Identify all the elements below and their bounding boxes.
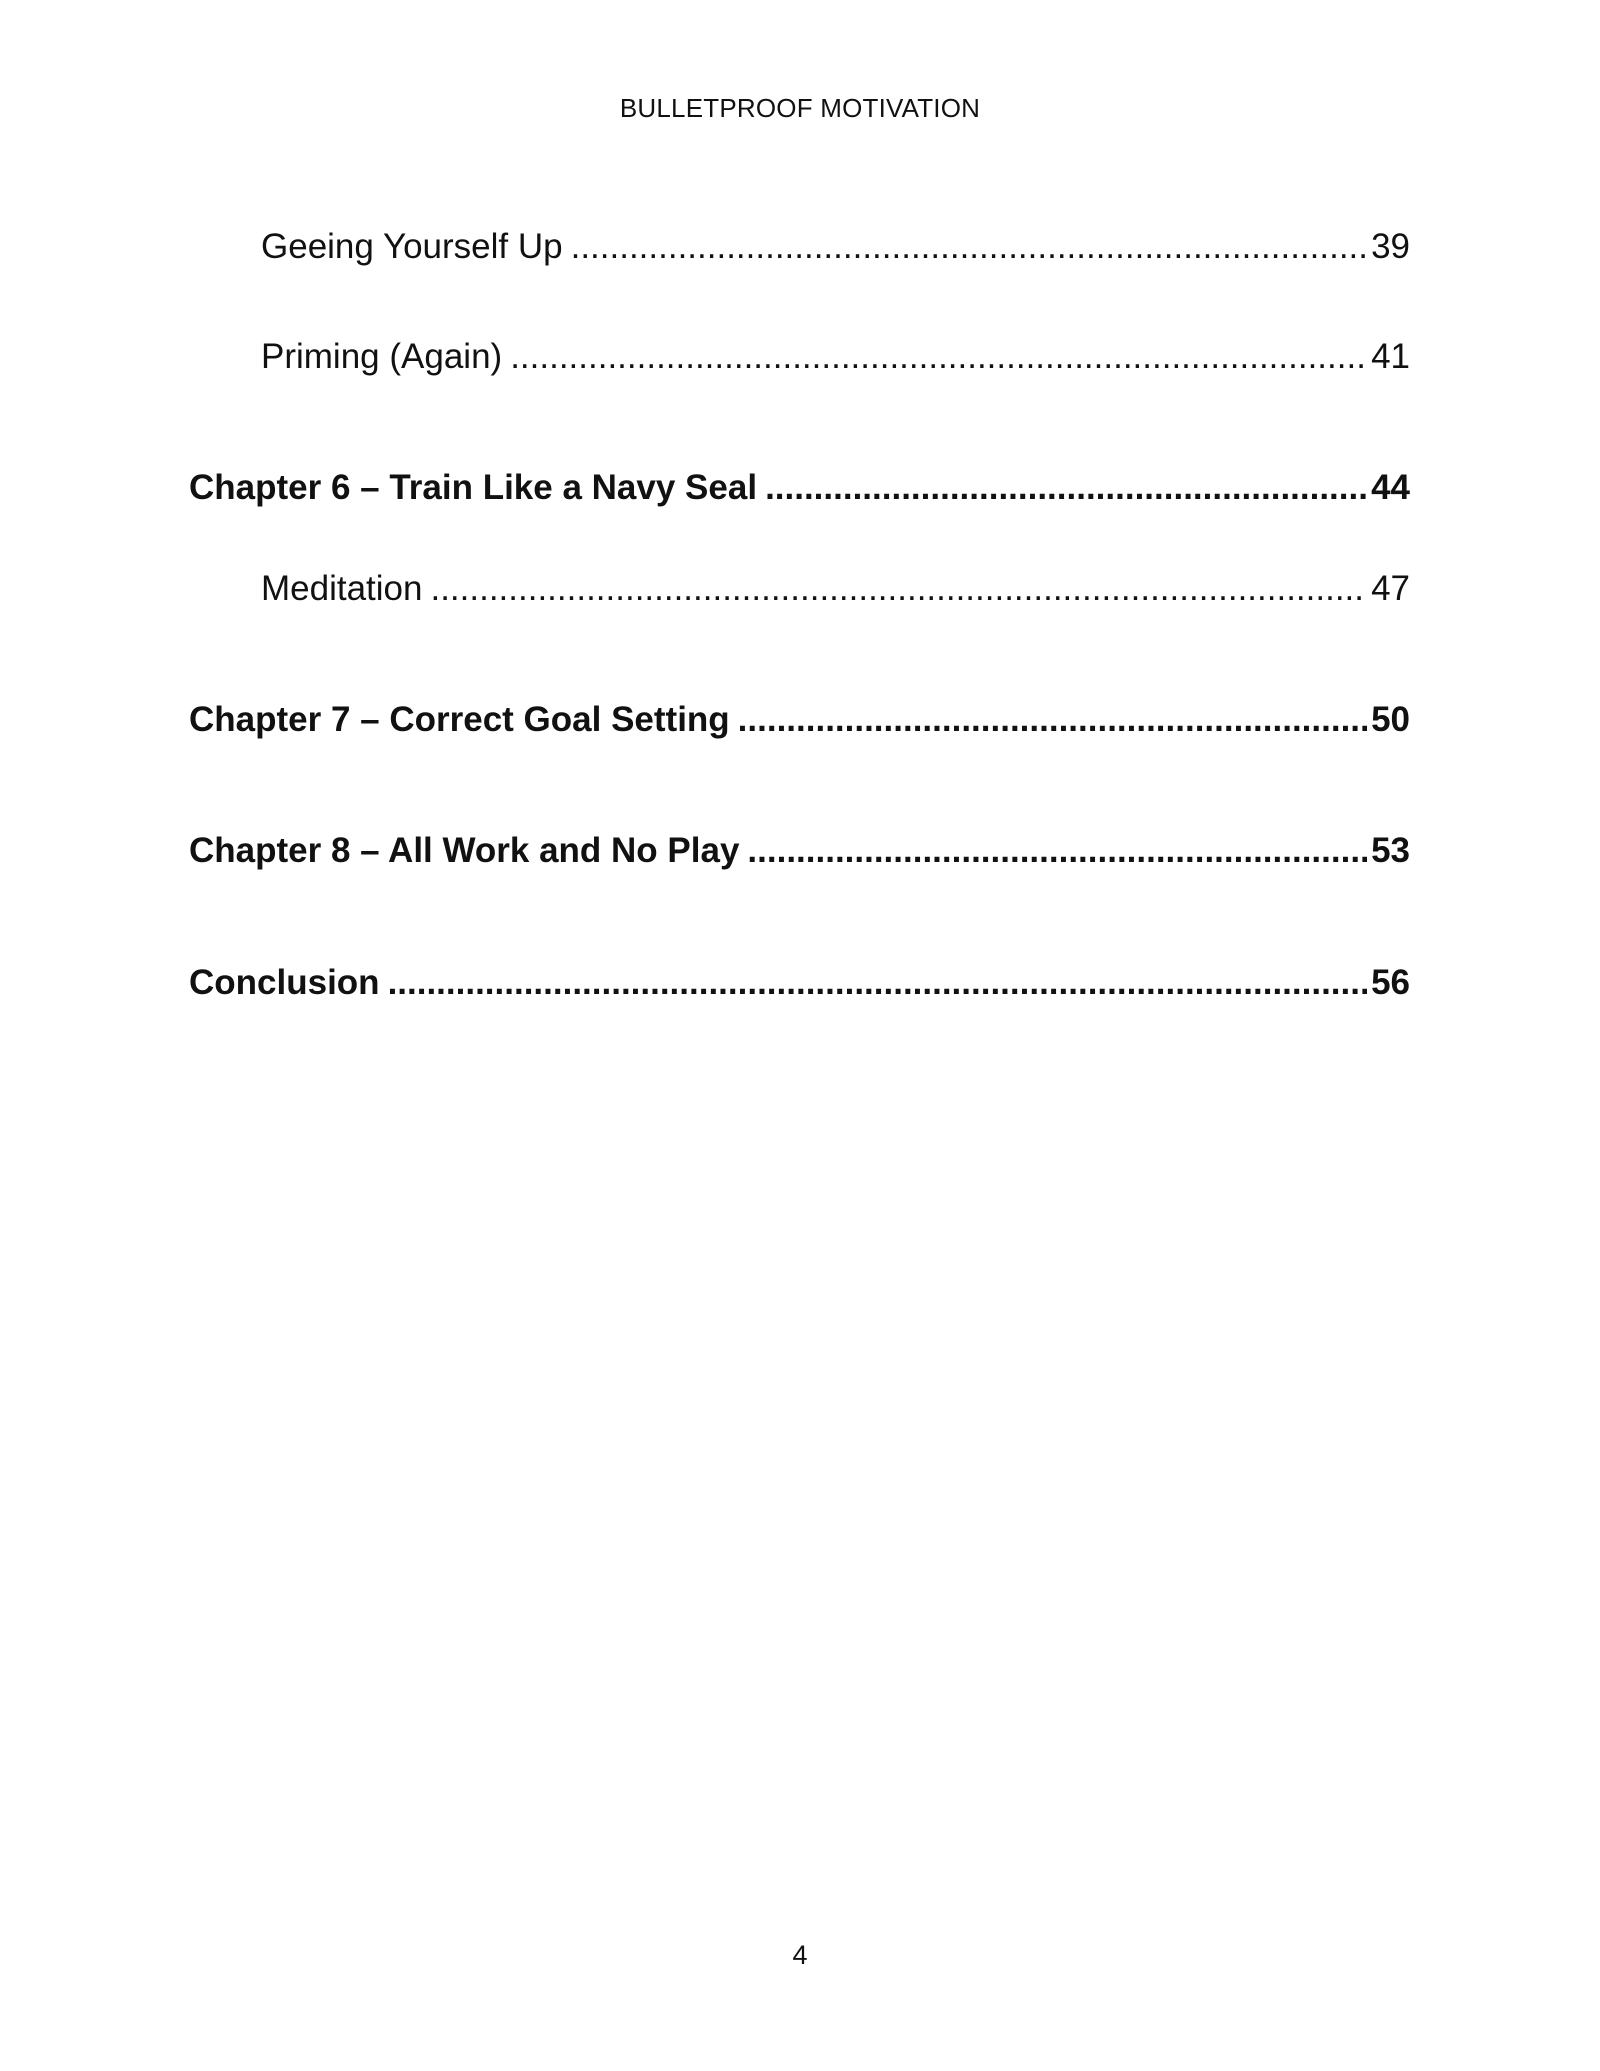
toc-entry-geeing-yourself-up[interactable] [261, 226, 1410, 270]
toc-entry-title: Chapter 7 – Correct Goal Setting [189, 700, 730, 739]
toc-dot-leader [430, 568, 1367, 610]
toc-entry-priming-again[interactable] [261, 336, 1410, 380]
toc-dot-leader [388, 962, 1368, 1004]
toc-entry-page: 41 [1371, 337, 1410, 376]
toc-entry-page: 44 [1371, 468, 1410, 507]
toc-entry-title: Chapter 6 – Train Like a Navy Seal [189, 468, 758, 507]
toc-entry-chapter-6[interactable] [189, 467, 1410, 511]
toc-entry-chapter-8[interactable] [189, 830, 1410, 874]
toc-entry-title: Meditation [261, 569, 423, 608]
toc-entry-title: Chapter 8 – All Work and No Play [189, 831, 740, 870]
toc-dot-leader [510, 336, 1367, 378]
toc-entry-title: Geeing Yourself Up [261, 227, 563, 266]
toc-entry-page: 50 [1371, 700, 1410, 739]
running-header: BULLETPROOF MOTIVATION [619, 93, 981, 123]
page-number: 4 [792, 1940, 808, 1970]
toc-dot-leader [738, 699, 1367, 741]
toc-entry-page: 47 [1371, 569, 1410, 608]
toc-entry-chapter-7[interactable] [189, 699, 1410, 743]
toc-entry-page: 53 [1371, 831, 1410, 870]
toc-entry-page: 56 [1371, 963, 1410, 1002]
toc-entry-title: Conclusion [189, 963, 380, 1002]
toc-entry-conclusion[interactable] [189, 962, 1410, 1006]
toc-entry-meditation[interactable] [261, 568, 1410, 612]
toc-dot-leader [747, 830, 1367, 872]
toc-dot-leader [571, 226, 1367, 268]
toc-entry-title: Priming (Again) [261, 337, 503, 376]
toc-dot-leader [765, 467, 1367, 509]
toc-entry-page: 39 [1371, 227, 1410, 266]
